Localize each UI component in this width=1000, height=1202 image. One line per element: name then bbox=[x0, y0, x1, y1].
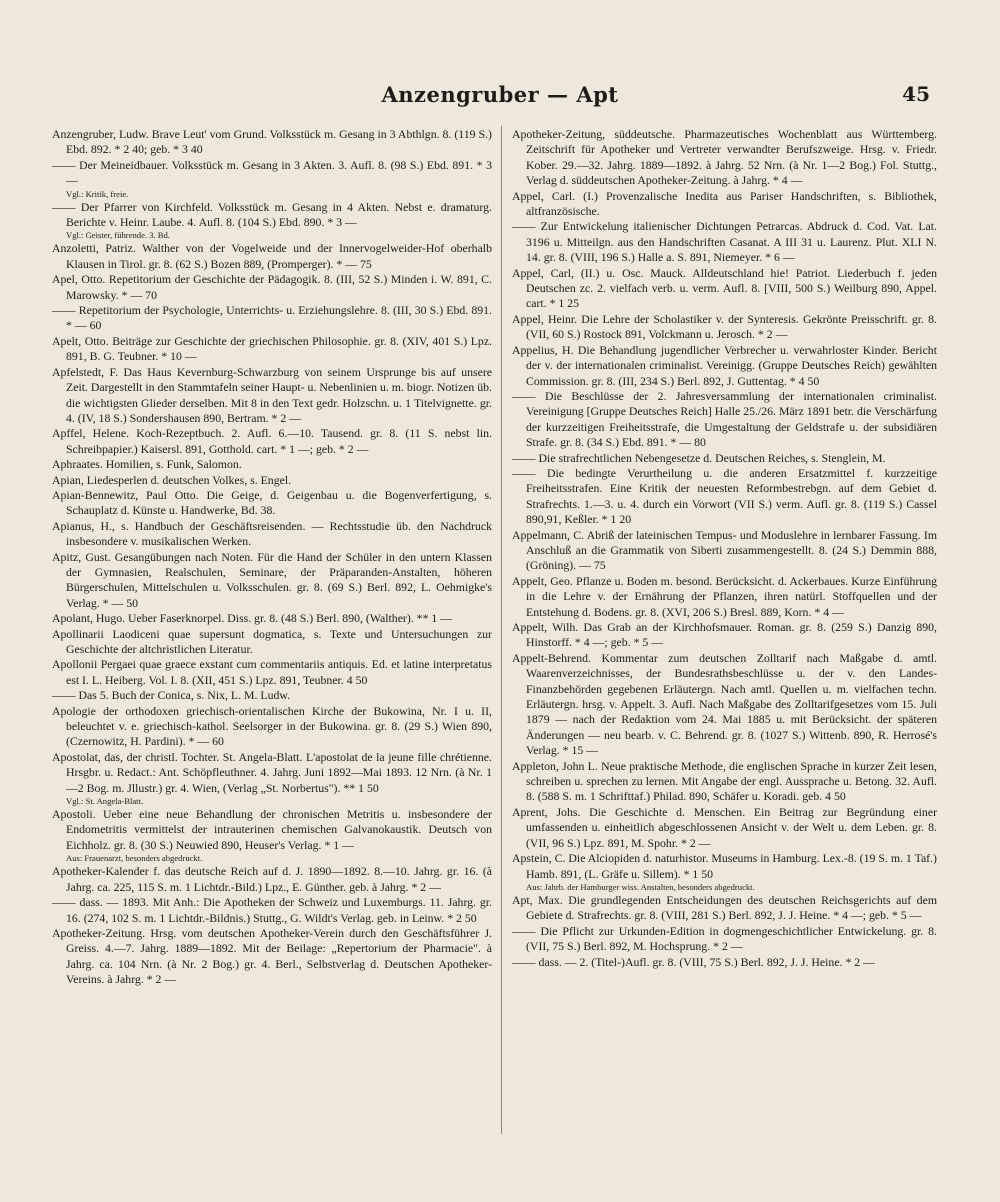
entry-note: Aus: Jahrb. der Hamburger wiss. Anstalten, besonders abgedruckt. bbox=[526, 881, 755, 892]
entry-note: Aus: Frauenarzt, besonders abgedruckt. bbox=[66, 853, 203, 864]
bibliography-entry: Apotheker-Kalender f. das deutsche Reich auf d. J. 1890—1892. 8.—10. Jahrg. gr. 16. (à Jahrg. ca. 225, 115 S. m. 1 Lichtdr.-Bild.) Lpz., E. Günther. geb. à Jahrg. * 2 — bbox=[52, 864, 492, 894]
bibliography-entry: —— dass. — 1893. Mit Anh.: Die Apotheken der Schweiz und Luxemburgs. 11. Jahrg. gr. 16. (274, 102 S. m. 1 Lichtdr.-Bildnis.) Stuttg., G. Wildt's Verlag. geb. in Leinw. * 2 50 bbox=[52, 895, 492, 925]
bibliography-entry: Appleton, John L. Neue praktische Methode, die englischen Sprache in kurzer Zeit lesen, schreiben u. sprechen zu lernen. Mit Angabe der engl. Aussprache u. Betong. 32. Aufl. 8. (588 S. m. 1 Schrifttaf.) Philad. 890, Schäfer u. Koradi. geb. 4 50 bbox=[512, 758, 937, 804]
entry-note: Vgl.: Kritik, freie. bbox=[66, 188, 129, 199]
column-divider bbox=[501, 126, 502, 1134]
bibliography-entry: Apotheker-Zeitung, süddeutsche. Pharmazeutisches Wochenblatt aus Württemberg. Zeitschrift für Apotheker und Vertreter verwandter Berufszweige. Hrsg. v. Friedr. Kober. 29.—32. Jahrg. 1889—1892. à Jahrg. 52 Nrn. (à Nr. 1—2 Bog.) Fol. Stuttg., Verlag d. süddeutschen Apotheker-Zeitung. à Jahrg. * 4 — bbox=[512, 127, 937, 188]
bibliography-entry: —— Die strafrechtlichen Nebengesetze d. Deutschen Reiches, s. Stenglein, M. bbox=[512, 450, 886, 465]
bibliography-entry: Apfelstedt, F. Das Haus Kevernburg-Schwarzburg von seinem Ursprunge bis auf unsere Zeit. Dargestellt in den Stammtafeln seiner Haupt- u. Nebenlinien u. m. biogr. Notizen üb. die wichtigsten Glieder derselben. Mit 8 in den Text gedr. Holzschn. u. 1 Titelvignette. gr. 4. (IV, 18 S.) Sondershausen 890, Bertram. * 2 — bbox=[52, 364, 492, 425]
bibliography-entry: Apologie der orthodoxen griechisch-orientalischen Kirche der Bukowina, Nr. I u. II, beleuchtet v. e. griechisch-kathol. Seelsorger in der Bukowina. gr. 8. (29 S.) Wien 890, (Czernowitz, H. Pardini). * — 60 bbox=[52, 703, 492, 749]
bibliography-entry: Apelt, Otto. Beiträge zur Geschichte der griechischen Philosophie. gr. 8. (XIV, 401 S.) Lpz. 891, B. G. Teubner. * 10 — bbox=[52, 333, 492, 364]
bibliography-entry: Apostoli. Ueber eine neue Behandlung der chronischen Metritis u. insbesondere der Endometritis vermittelst der intrauterinen chemischen Galvanokaustik. Deutsch von Eichholz. gr. 8. (30 S.) Neuwied 890, Heuser's Verlag. * 1 — bbox=[52, 807, 492, 852]
bibliography-entry: Appel, Heinr. Die Lehre der Scholastiker v. der Synteresis. Gekrönte Preisschrift. gr. 8. (VII, 60 S.) Rostock 891, Volckmann u. Jerosch. * 2 — bbox=[512, 311, 937, 342]
bibliography-entry: Anzengruber, Ludw. Brave Leut' vom Grund. Volksstück m. Gesang in 3 Abthlgn. 8. (119 S.) Ebd. 892. * 2 40; geb. * 3 40 bbox=[52, 127, 492, 157]
bibliography-entry: Apolant, Hugo. Ueber Faserknorpel. Diss. gr. 8. (48 S.) Berl. 890, (Walther). ** 1 — bbox=[52, 611, 453, 626]
bibliography-entry: Appelt-Behrend. Kommentar zum deutschen Zolltarif nach Maßgabe d. amtl. Waarenverzeichnisses, der Bundesrathsbeschlüsse u. der v. den Landes-Finanzbehörden gegebenen Erläutergn. Nach amtl. Quellen u. m. vielfachen techn. Erläutergn. hrsg. v. Appelt. 3. Aufl. Nach Maßgabe des Zolltarifgesetzes vom 15. Juli 1879 — nach der Redaktion vom 24. Mai 1885 u. mit Berücksicht. der späteren Änderungen — neu bearb. v. C. Behrend. gr. 8. (1027 S.) Wittenb. 890, R. Herrosé's Verlag. * 15 — bbox=[512, 650, 937, 758]
page-number: 45 bbox=[902, 82, 930, 106]
bibliography-entry: —— Das 5. Buch der Conica, s. Nix, L. M. Ludw. bbox=[52, 688, 291, 703]
running-title: Anzengruber — Apt bbox=[381, 82, 619, 107]
bibliography-entry: Apian-Bennewitz, Paul Otto. Die Geige, d. Geigenbau u. die Bogenverfertigung, s. Schauplatz d. Künste u. Handwerke, Bd. 38. bbox=[52, 487, 492, 518]
bibliography-entry: —— Repetitorium der Psychologie, Unterrichts- u. Erziehungslehre. 8. (III, 30 S.) Ebd. 891. * — 60 bbox=[52, 303, 492, 333]
bibliography-entry: Apostolat, das, der christl. Tochter. St. Angela-Blatt. L'apostolat de la jeune fille chrétienne. Hrsgbr. u. Redact.: Ant. Schöpfleuthner. 4. Jahrg. Juni 1892—Mai 1893. 12 Nrn. (à Nr. 1—2 Bog. m. Jllustr.) gr. 4. Wien, (Verlag „St. Norbertus"). ** 1 50 bbox=[52, 749, 492, 795]
bibliography-entry: Appelt, Geo. Pflanze u. Boden m. besond. Berücksicht. d. Ackerbaues. Kurze Einführung in die Lehre v. der Ernährung der Pflanzen, ihren natürl. Stoffquellen und der Entstehung d. Bodens. gr. 8. (XVI, 206 S.) Bresl. 889, Korn. * 4 — bbox=[512, 573, 937, 619]
bibliography-entry: Apotheker-Zeitung. Hrsg. vom deutschen Apotheker-Verein durch den Geschäftsführer J. Greiss. 4.—7. Jahrg. 1889—1892. Mit der Beilage: „Repertorium der Pharmacie". à Jahrg. ca. 104 Nrn. (à Nr. 2 Bog.) gr. 4. Berl., Selbstverlag d. Deutschen Apotheker-Vereins. à Jahrg. * 2 — bbox=[52, 925, 492, 987]
entry-note: Vgl.: Geister, führende. 3. Bd. bbox=[66, 230, 170, 241]
bibliography-entry: Appel, Carl, (II.) u. Osc. Mauck. Alldeutschland hie! Patriot. Liederbuch f. jeden Deutschen zc. 2. vielfach verb. u. verm. Aufl. 8. [VIII, 500 S.) Weilburg 890, Appel. cart. * 1 25 bbox=[512, 265, 937, 311]
bibliography-entry: —— Die Pflicht zur Urkunden-Edition in dogmengeschichtlicher Entwickelung. gr. 8. (VII, 75 S.) Berl. 892, M. Hochsprung. * 2 — bbox=[512, 923, 937, 954]
bibliography-entry: —— Der Pfarrer von Kirchfeld. Volksstück m. Gesang in 4 Akten. Nebst e. dramaturg. Berichte v. Heinr. Laube. 4. Aufl. 8. (104 S.) Ebd. 890. * 3 — bbox=[52, 199, 492, 230]
bibliography-entry: Appel, Carl. (I.) Provenzalische Inedita aus Pariser Handschriften, s. Bibliothek, altfranzösische. bbox=[512, 188, 937, 219]
bibliography-entry: —— Zur Entwickelung italienischer Dichtungen Petrarcas. Abdruck d. Cod. Vat. Lat. 3196 u. Mitteilgn. aus den Handschriften Casanat. A III 31 u. Laurenz. Plut. XLI N. 14. gr. 8. (VIII, 196 S.) Halle a. S. 891, Niemeyer. * 6 — bbox=[512, 219, 937, 265]
bibliography-entry: Apel, Otto. Repetitorium der Geschichte der Pädagogik. 8. (III, 52 S.) Minden i. W. 891, C. Marowsky. * — 70 bbox=[52, 272, 492, 302]
bibliography-entry: Aprent, Johs. Die Geschichte d. Menschen. Ein Beitrag zur Begründung einer umfassenden u. einheitlich abgeschlossenen Ansicht v. der Welt u. dem Leben. gr. 8. (VII, 96 S.) Lpz. 891, M. Spohr. * 2 — bbox=[512, 804, 937, 850]
bibliography-entry: Apitz, Gust. Gesangübungen nach Noten. Für die Hand der Schüler in den untern Klassen der Gymnasien, Realschulen, Seminare, der Präparanden-Anstalten, höheren Bürgerschulen, Mittelschulen u. Volksschulen. gr. 8. (69 S.) Berl. 892, L. Oehmigke's Verlag. * — 50 bbox=[52, 549, 492, 610]
bibliography-entry: —— Die Beschlüsse der 2. Jahresversammlung der internationalen criminalist. Vereinigung [Gruppe Deutsches Reich] Halle 25./26. März 1891 betr. die Verschärfung der kurzzeitigen Freiheitsstrafe, die Umgestaltung der Geldstrafe u. der subsidiären Strafe. gr. 8. (34 S.) Ebd. 891. * — 80 bbox=[512, 388, 937, 450]
bibliography-entry: —— Der Meineidbauer. Volksstück m. Gesang in 3 Akten. 3. Aufl. 8. (98 S.) Ebd. 891. * 3 — bbox=[52, 157, 492, 188]
bibliography-entry: Apstein, C. Die Alciopiden d. naturhistor. Museums in Hamburg. Lex.-8. (19 S. m. 1 Taf.) Hamb. 891, (L. Gräfe u. Sillem). * 1 50 bbox=[512, 851, 937, 881]
bibliography-entry: Apffel, Helene. Koch-Rezeptbuch. 2. Aufl. 6.—10. Tausend. gr. 8. (11 S. nebst lin. Schreibpapier.) Kaisersl. 891, Gotthold. cart. * 1 —; geb. * 2 — bbox=[52, 426, 492, 456]
bibliography-entry: Anzoletti, Patriz. Walther von der Vogelweide und der Innervogelweider-Hof oberhalb Klausen in Tirol. gr. 8. (62 S.) Bozen 889, (Promperger). * — 75 bbox=[52, 241, 492, 271]
bibliography-entry: Apollonii Pergaei quae graece exstant cum commentariis antiquis. Ed. et latine interpretatus est I. L. Heiberg. Vol. I. 8. (XII, 451 S.) Lpz. 891, Teubner. 4 50 bbox=[52, 657, 492, 687]
bibliography-entry: Aphraates. Homilien, s. Funk, Salomon. bbox=[52, 457, 242, 472]
bibliography-entry: Apian, Liedesperlen d. deutschen Volkes, s. Engel. bbox=[52, 472, 292, 487]
left-column bbox=[52, 127, 492, 1137]
running-head bbox=[0, 82, 1000, 112]
bibliography-entry: Apt, Max. Die grundlegenden Entscheidungen des deutschen Reichsgerichts auf dem Gebiete d. Strafrechts. gr. 8. (VIII, 281 S.) Berl. 892, J. J. Heine. * 4 —; geb. * 5 — bbox=[512, 892, 937, 923]
bibliography-entry: Apianus, H., s. Handbuch der Geschäftsreisenden. — Rechtsstudie üb. den Nachdruck insbesondere v. musikalischen Werken. bbox=[52, 518, 492, 549]
entry-note: Vgl.: St. Angela-Blatt. bbox=[66, 796, 144, 807]
bibliography-entry: Apollinarii Laodiceni quae supersunt dogmatica, s. Texte und Untersuchungen zur Geschichte der altchristlichen Literatur. bbox=[52, 626, 492, 656]
bibliography-entry: —— Die bedingte Verurtheilung u. die anderen Ersatzmittel f. kurzzeitige Freiheitsstrafen. Eine Kritik der neuesten Reformbestrebgn. auf dem Gebiet d. Strafrechts. 1.—3. u. 4. durch ein Vorwort (VII S.) verm. Aufl. gr. 8. (119 S.) Cassel 890,91, Keßler. * 1 20 bbox=[512, 465, 937, 527]
bibliography-entry: —— dass. — 2. (Titel-)Aufl. gr. 8. (VIII, 75 S.) Berl. 892, J. J. Heine. * 2 — bbox=[512, 954, 875, 969]
right-column bbox=[512, 127, 937, 1137]
bibliography-entry: Appelmann, C. Abriß der lateinischen Tempus- und Moduslehre in lernbarer Fassung. Im Anschluß an die Grammatik von Siberti zusammengestellt. 8. (24 S.) Demmin 888, (Gröning). — 75 bbox=[512, 527, 937, 573]
bibliography-entry: Appelius, H. Die Behandlung jugendlicher Verbrecher u. verwahrloster Kinder. Bericht der v. der internationalen criminalist. Vereinigg. (Gruppe Deutsches Reich) gewählten Commission. gr. 8. (III, 234 S.) Berl. 892, J. Guttentag. * 4 50 bbox=[512, 342, 937, 388]
bibliography-entry: Appelt, Wilh. Das Grab an der Kirchhofsmauer. Roman. gr. 8. (259 S.) Danzig 890, Hinstorff. * 4 —; geb. * 5 — bbox=[512, 620, 937, 650]
